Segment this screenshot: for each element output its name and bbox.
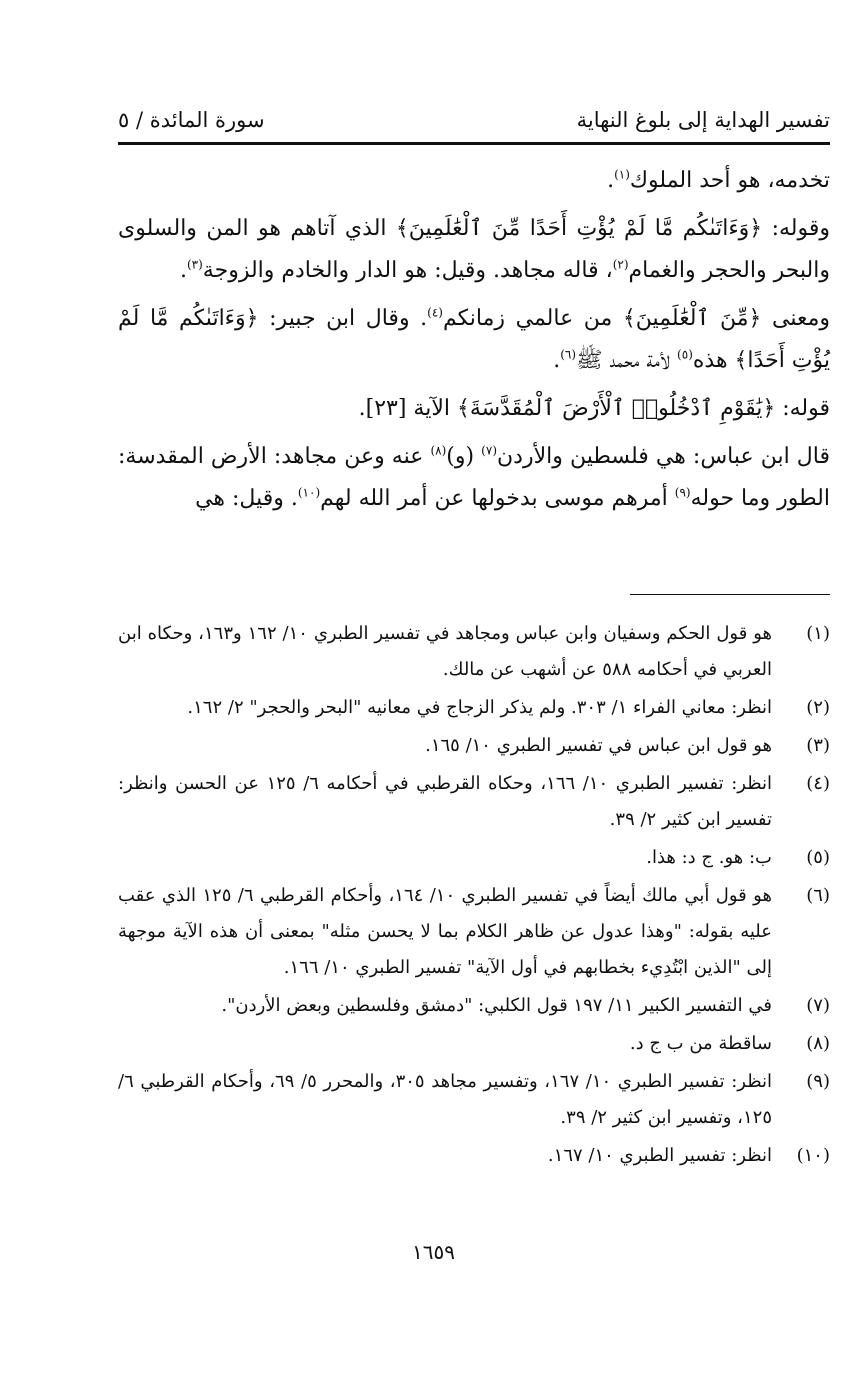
footnote-ref[interactable]: (٥): [677, 347, 693, 362]
text-run: عنه وعن مجاهد: الأرض المقدسة: الطور وما حوله: [118, 444, 830, 511]
paragraph-2: [118, 208, 830, 292]
main-text: [118, 160, 830, 526]
footnote-item: [118, 690, 830, 726]
footnote-ref[interactable]: (٩): [674, 485, 691, 500]
footnote-number: (٢): [806, 697, 830, 718]
footnote-text: انظر: تفسير الطبري ١٠/ ١٦٧.: [547, 1145, 772, 1166]
footnote-ref[interactable]: (٧): [481, 443, 497, 458]
running-header: [118, 92, 830, 132]
footnote-item: [118, 878, 830, 986]
footnote-ref[interactable]: (٦): [560, 347, 577, 362]
text-run: قال ابن عباس: هي فلسطين والأردن: [497, 444, 830, 469]
text-run: .: [179, 258, 187, 283]
footnote-ref[interactable]: (٣): [186, 257, 203, 272]
footnote-text: انظر: معاني الفراء ١/ ٣٠٣. ولم يذكر الزجاج في معانيه "البحر والحجر" ٢/ ١٦٢.: [187, 697, 772, 718]
text-run: .: [607, 168, 615, 193]
footnote-ref[interactable]: (١٠): [297, 485, 321, 500]
header-rule: [118, 142, 830, 145]
footnote-text: انظر: تفسير الطبري ١٠/ ١٦٦، وحكاه القرطبي في أحكامه ٦/ ١٢٥ عن الحسن وانظر: تفسير ابن كثير ٢/ ٣٩.: [118, 773, 772, 830]
footnote-number: (٤): [806, 773, 830, 794]
footnote-item: [118, 766, 830, 838]
paragraph-5: [118, 436, 830, 520]
text-run: . وقال ابن جبير: ﴿وَءَاتَىٰكُم مَّا لَمْ يُؤْتِ أَحَدًا﴾ هذه: [118, 306, 830, 373]
footnote-text: هو قول أبي مالك أيضاً في تفسير الطبري ١٠/ ١٦٤، وأحكام القرطبي ٦/ ١٢٥ الذي عقب عليه بقوله: "وهذا عدول عن ظاهر الكلام بما لا يحسن مثله" بمعنى أن هذه الآية موجهة إلى "الذين ابْتُدِيء بخطابهم في أول الآية" تفسير الطبري ١٠/ ١٦٦.: [118, 885, 772, 978]
footnote-number: (٣): [806, 735, 830, 756]
book-title: تفسير الهداية إلى بلوغ النهاية: [576, 108, 830, 132]
text-run: تخدمه، هو أحد الملوك: [629, 168, 830, 193]
footnote-ref[interactable]: (١): [614, 167, 630, 182]
footnote-text: هو قول الحكم وسفيان وابن عباس ومجاهد في تفسير الطبري ١٠/ ١٦٢ و١٦٣، وحكاه ابن العربي في أحكامه ٥٨٨ عن أشهب عن مالك.: [118, 623, 772, 680]
text-run: وقوله: ﴿وَءَاتَىٰكُم مَّا لَمْ يُؤْتِ أَحَدًا مِّنَ ٱلْعَٰلَمِينَ﴾ الذي آتاهم هو المن والسلوى والبحر والحجر والغمام: [118, 216, 830, 283]
footnote-ref[interactable]: (٤): [427, 305, 443, 320]
footnote-number: (٦): [806, 885, 830, 906]
paragraph-3: [118, 298, 830, 382]
footnote-number: (١٠): [796, 1145, 830, 1166]
page-number: ١٦٥٩: [412, 1240, 455, 1264]
footnote-number: (١): [806, 623, 830, 644]
footnote-item: [118, 728, 830, 764]
footnote-item: [118, 988, 830, 1024]
footnote-ref[interactable]: (٢): [612, 257, 629, 272]
text-run: أمرهم موسى بدخولها عن أمر الله لهم: [320, 486, 675, 511]
text-run: ، قاله مجاهد. وقيل: هو الدار والخادم والزوجة: [202, 258, 613, 283]
footnote-text: ب: هو. ج د: هذا.: [646, 847, 772, 868]
text-run: ومعنى ﴿مِّنَ ٱلْعَٰلَمِينَ﴾ من عالمي زمانكم: [442, 306, 831, 331]
footnote-item: [118, 1064, 830, 1136]
footnote-text: هو قول ابن عباس في تفسير الطبري ١٠/ ١٦٥.: [425, 735, 772, 756]
text-run: (و): [446, 444, 482, 469]
footnote-number: (٨): [806, 1033, 830, 1054]
footnote-number: (٩): [806, 1071, 830, 1092]
footnote-text: في التفسير الكبير ١١/ ١٩٧ قول الكلبي: "دمشق وفلسطين وبعض الأردن".: [221, 995, 772, 1016]
footnote-text: ساقطة من ب ج د.: [629, 1033, 772, 1054]
footnote-item: [118, 1026, 830, 1062]
footnote-item: [118, 616, 830, 688]
footnote-ref[interactable]: (٨): [430, 443, 447, 458]
footnote-number: (٥): [806, 847, 830, 868]
paragraph-1: [118, 160, 830, 202]
surah-label: سورة المائدة / ٥: [118, 108, 265, 132]
paragraph-4: قوله: ﴿يَٰقَوْمِ ٱدْخُلُوا۟ ٱلْأَرْضَ ٱلْمُقَدَّسَةَ﴾ الآية [٢٣].: [358, 396, 830, 421]
footnotes-list: [118, 616, 830, 1176]
text-run: . وقيل: هي: [195, 486, 298, 511]
footnote-item: [118, 840, 830, 876]
footnote-item: [118, 1138, 830, 1174]
text-run: لأمة محمد ﷺ: [576, 348, 678, 373]
text-run: .: [553, 348, 561, 373]
footnote-number: (٧): [806, 995, 830, 1016]
footnote-text: انظر: تفسير الطبري ١٠/ ١٦٧، وتفسير مجاهد ٣٠٥، والمحرر ٥/ ٦٩، وأحكام القرطبي ٦/ ١٢٥، وتفسير ابن كثير ٢/ ٣٩.: [118, 1071, 772, 1128]
footnote-separator: [630, 594, 830, 595]
